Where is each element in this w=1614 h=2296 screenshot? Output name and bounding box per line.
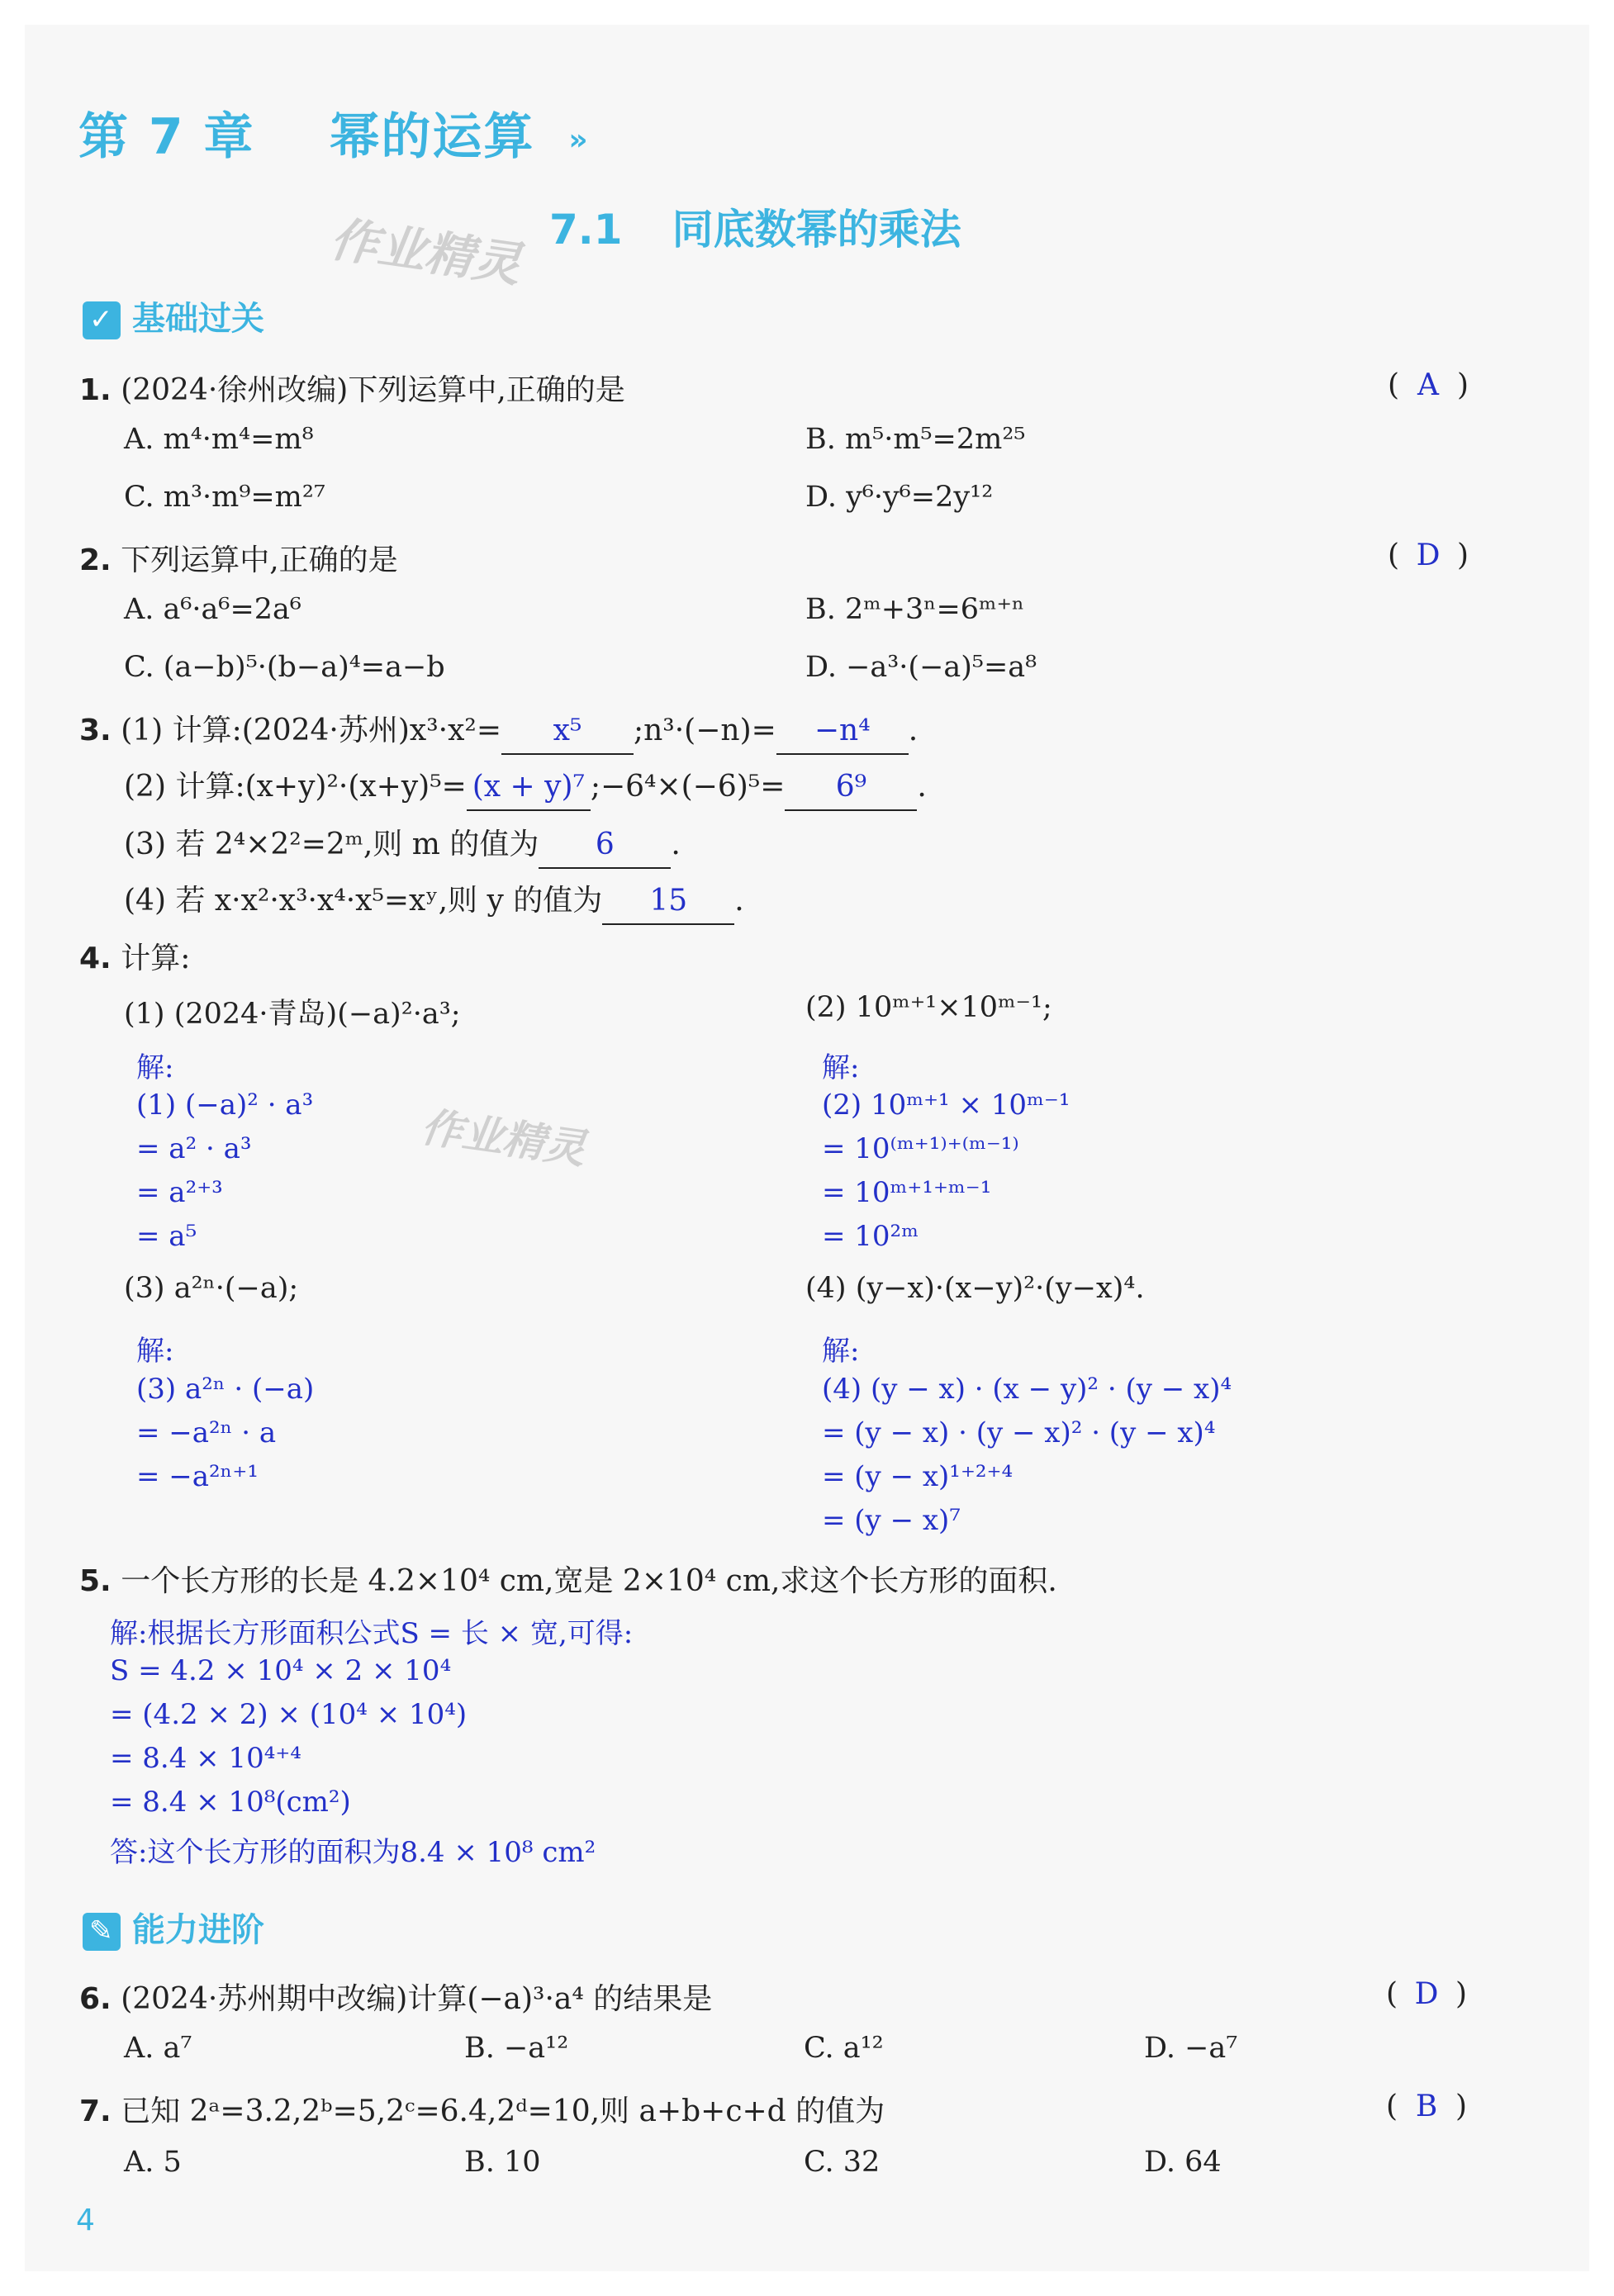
solution-line: S = 4.2 × 10⁴ × 2 × 10⁴ xyxy=(110,1654,452,1687)
punctuation: . xyxy=(917,770,927,804)
solution-line: = 10⁽ᵐ⁺¹⁾⁺⁽ᵐ⁻¹⁾ xyxy=(822,1132,1019,1165)
question-text: (1) 计算:(2024·苏州)x³·x²= xyxy=(121,714,501,747)
solution-line: = 8.4 × 10⁸(cm²) xyxy=(110,1786,351,1819)
checkbox-icon: ✓ xyxy=(83,301,121,339)
punctuation: . xyxy=(734,884,744,918)
option: D. y⁶·y⁶=2y¹² xyxy=(805,481,994,514)
solution-line: 解:根据长方形面积公式S = 长 × 宽,可得: xyxy=(110,1617,634,1650)
question-text: 已知 2ᵃ=3.2,2ᵇ=5,2ᶜ=6.4,2ᵈ=10,则 a+b+c+d 的值为 xyxy=(121,2094,885,2128)
section-header-basic xyxy=(83,292,264,339)
question-text: (3) 若 2⁴×2²=2ᵐ,则 m 的值为 xyxy=(124,828,539,861)
chapter-heading xyxy=(78,97,590,168)
question-text: (2) 计算:(x+y)²·(x+y)⁵= xyxy=(124,770,467,804)
answer-blank: 6⁹ xyxy=(785,775,917,811)
section-header-advanced xyxy=(83,1904,264,1951)
answer-blank: −n⁴ xyxy=(776,719,909,755)
question-number: 3. xyxy=(79,714,112,747)
answer-choice: D xyxy=(1414,1977,1439,2011)
question-text: 一个长方形的长是 4.2×10⁴ cm,宽是 2×10⁴ cm,求这个长方形的面积. xyxy=(121,1564,1057,1598)
option: A. a⁶·a⁶=2a⁶ xyxy=(124,593,301,626)
section-header-label: 能力进阶 xyxy=(132,1911,264,1949)
answer-blank: (x + y)⁷ xyxy=(467,775,591,811)
solution-line: = a²⁺³ xyxy=(136,1176,223,1209)
question-text: (2024·徐州改编)下列运算中,正确的是 xyxy=(121,373,625,407)
answer-choice: D xyxy=(1416,538,1441,572)
question-number: 7. xyxy=(79,2094,112,2128)
solution-line: (1) (−a)² · a³ xyxy=(136,1089,314,1122)
option: B. 2ᵐ+3ⁿ=6ᵐ⁺ⁿ xyxy=(805,593,1025,626)
answer-bracket: ( D ) xyxy=(1388,538,1469,572)
question-7 xyxy=(79,2088,885,2130)
question-2 xyxy=(79,537,398,579)
chapter-title: 幂的运算 xyxy=(330,108,535,166)
question-5 xyxy=(79,1558,1057,1600)
option: B. 10 xyxy=(464,2146,541,2179)
punctuation: . xyxy=(908,714,919,747)
solution-label: 解: xyxy=(822,1051,860,1084)
question-text: 计算: xyxy=(121,942,191,975)
question-6 xyxy=(79,1976,712,2018)
question-3-part-4 xyxy=(124,877,744,925)
question-number: 5. xyxy=(79,1564,112,1598)
question-text: (2024·苏州期中改编)计算(−a)³·a⁴ 的结果是 xyxy=(121,1982,713,2016)
option: A. a⁷ xyxy=(124,2032,192,2065)
answer-bracket: ( A ) xyxy=(1388,368,1469,402)
option: C. a¹² xyxy=(804,2032,884,2065)
watermark: 作业精灵 xyxy=(326,211,525,293)
question-1 xyxy=(79,367,625,409)
question-3-part-1 xyxy=(79,707,918,755)
answer-blank: 15 xyxy=(602,889,734,925)
solution-line: = 10²ᵐ xyxy=(822,1220,919,1253)
solution-line: = 8.4 × 10⁴⁺⁴ xyxy=(110,1742,301,1775)
option: D. 64 xyxy=(1144,2146,1222,2179)
option: D. −a⁷ xyxy=(1144,2032,1238,2065)
question-number: 4. xyxy=(79,942,112,975)
solution-line: = (y − x)⁷ xyxy=(822,1504,961,1537)
answer-choice: B xyxy=(1415,2090,1438,2123)
option: A. m⁴·m⁴=m⁸ xyxy=(124,423,314,456)
option: B. m⁵·m⁵=2m²⁵ xyxy=(805,423,1026,456)
watermark: 作业精灵 xyxy=(418,1103,589,1174)
solution-line: = 10ᵐ⁺¹⁺ᵐ⁻¹ xyxy=(822,1176,992,1209)
solution-line: = a² · a³ xyxy=(136,1132,252,1165)
solution-label: 解: xyxy=(136,1335,174,1368)
question-number: 1. xyxy=(79,373,112,407)
solution-line: = −a²ⁿ · a xyxy=(136,1416,277,1449)
question-text: 下列运算中,正确的是 xyxy=(121,543,398,577)
option: C. 32 xyxy=(804,2146,881,2179)
answer-bracket: ( B ) xyxy=(1386,2090,1468,2123)
question-text: (4) 若 x·x²·x³·x⁴·x⁵=xʸ,则 y 的值为 xyxy=(124,884,603,918)
answer-bracket: ( D ) xyxy=(1386,1977,1468,2011)
subquestion: (2) 10ᵐ⁺¹×10ᵐ⁻¹; xyxy=(805,991,1052,1024)
question-text: ;n³·(−n)= xyxy=(633,714,776,747)
solution-line: (4) (y − x) · (x − y)² · (y − x)⁴ xyxy=(822,1373,1232,1406)
section-title xyxy=(549,197,961,256)
option: D. −a³·(−a)⁵=a⁸ xyxy=(805,651,1037,684)
answer-blank: 6 xyxy=(539,833,671,869)
section-number: 7.1 xyxy=(549,206,623,254)
option: A. 5 xyxy=(124,2146,182,2179)
solution-line: (3) a²ⁿ · (−a) xyxy=(136,1373,315,1406)
subquestion: (4) (y−x)·(x−y)²·(y−x)⁴. xyxy=(805,1272,1145,1305)
option: C. m³·m⁹=m²⁷ xyxy=(124,481,325,514)
question-4 xyxy=(79,935,190,977)
question-text: ;−6⁴×(−6)⁵= xyxy=(590,770,786,804)
solution-line: = (4.2 × 2) × (10⁴ × 10⁴) xyxy=(110,1698,468,1731)
question-number: 6. xyxy=(79,1982,112,2016)
subquestion: (3) a²ⁿ·(−a); xyxy=(124,1272,299,1305)
punctuation: . xyxy=(671,828,681,861)
question-number: 2. xyxy=(79,543,112,577)
option: B. −a¹² xyxy=(464,2032,569,2065)
subquestion: (1) (2024·青岛)(−a)²·a³; xyxy=(124,998,461,1031)
option: C. (a−b)⁵·(b−a)⁴=a−b xyxy=(124,651,445,684)
section-name: 同底数幂的乘法 xyxy=(672,206,961,254)
pencil-icon: ✎ xyxy=(83,1913,121,1951)
solution-label: 解: xyxy=(136,1051,174,1084)
answer-blank: x⁵ xyxy=(501,719,634,755)
chevron-right-icon: » xyxy=(568,122,590,157)
solution-line: = a⁵ xyxy=(136,1220,197,1253)
solution-label: 解: xyxy=(822,1335,860,1368)
answer-choice: A xyxy=(1417,368,1440,402)
question-3-part-3 xyxy=(124,821,681,869)
solution-line: (2) 10ᵐ⁺¹ × 10ᵐ⁻¹ xyxy=(822,1089,1070,1122)
solution-line: = (y − x)¹⁺²⁺⁴ xyxy=(822,1460,1013,1493)
solution-line: = (y − x) · (y − x)² · (y − x)⁴ xyxy=(822,1416,1216,1449)
section-header-label: 基础过关 xyxy=(132,300,264,338)
solution-line: = −a²ⁿ⁺¹ xyxy=(136,1460,259,1493)
page-number: 4 xyxy=(76,2203,95,2237)
solution-line: 答:这个长方形的面积为8.4 × 10⁸ cm² xyxy=(110,1836,596,1869)
chapter-number: 第 7 章 xyxy=(78,108,255,166)
question-3-part-2 xyxy=(124,763,927,811)
